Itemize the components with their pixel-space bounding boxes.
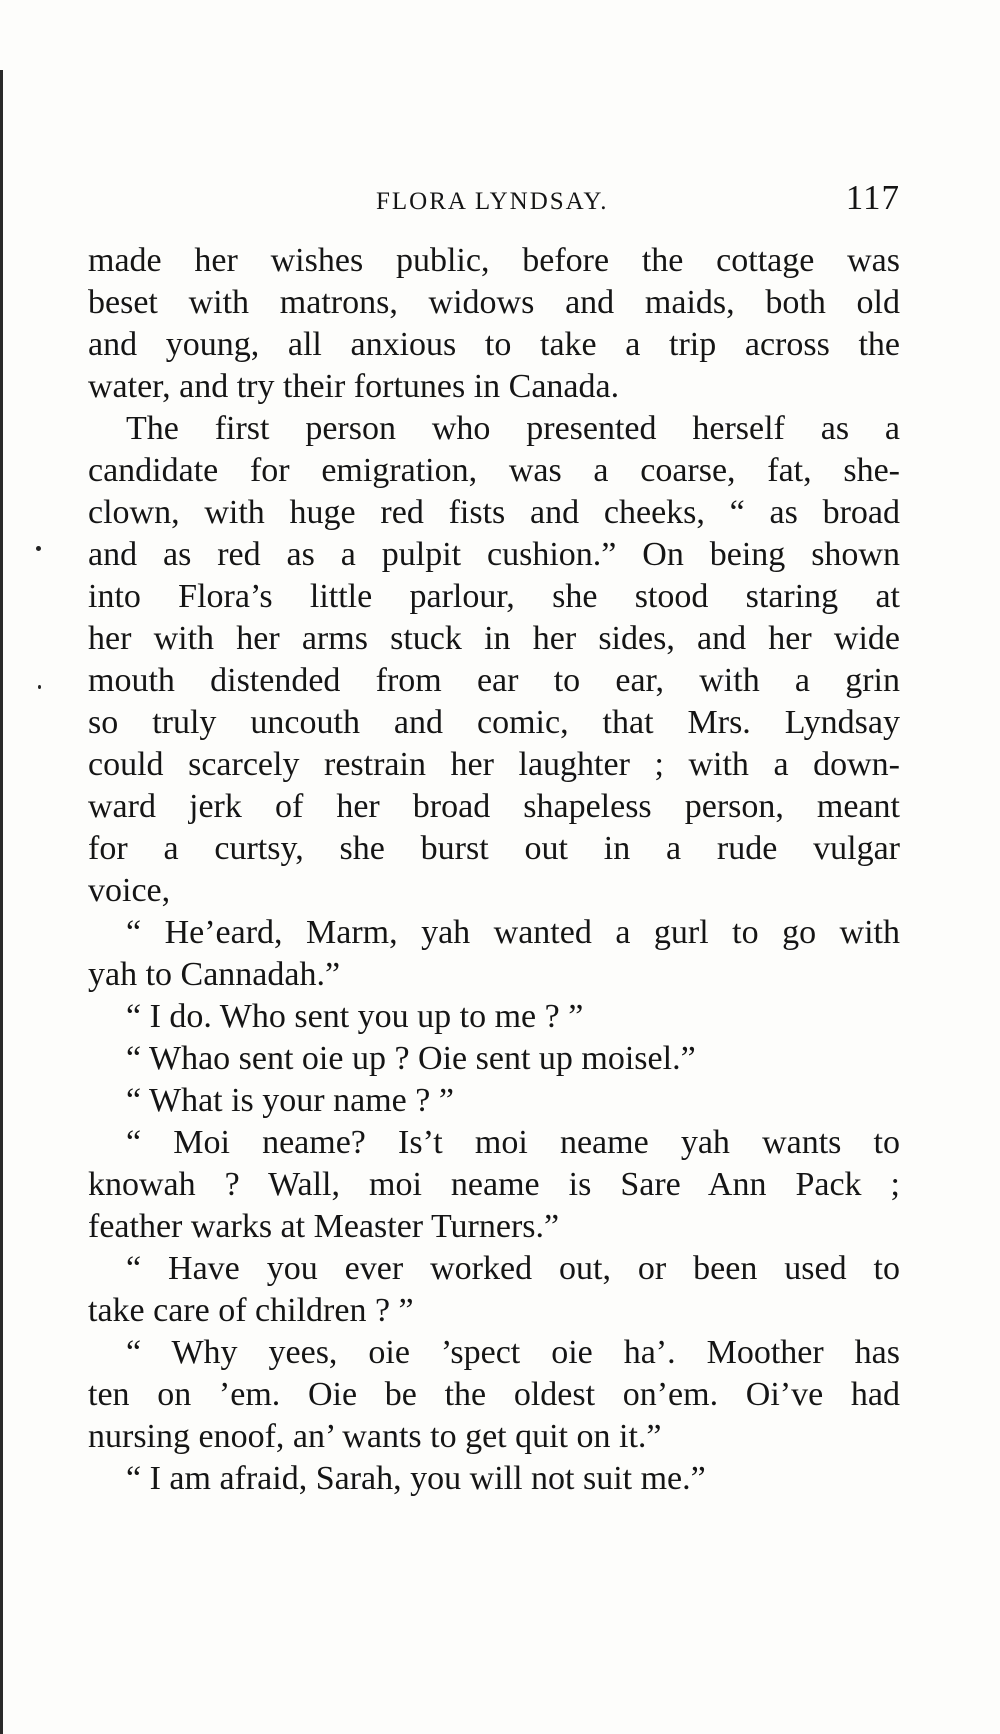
text-line: beset with matrons, widows and maids, both old — [88, 284, 900, 321]
paragraph — [88, 408, 900, 912]
text-line: ward jerk of her broad shapeless person, meant — [88, 788, 900, 825]
text-line: could scarcely restrain her laughter ; with a down- — [88, 746, 900, 783]
text-line: ten on ’em. Oie be the oldest on’em. Oi’ve had — [88, 1376, 900, 1413]
text-line: knowah ? Wall, moi neame is Sare Ann Pack ; — [88, 1166, 900, 1203]
text-line: “ What is your name ? ” — [126, 1082, 454, 1119]
text-line: “ Whao sent oie up ? Oie sent up moisel.” — [126, 1040, 696, 1077]
paragraph — [88, 1458, 900, 1500]
text-line: made her wishes public, before the cottage was — [88, 242, 900, 279]
body-text — [88, 240, 900, 1500]
text-line: yah to Cannadah.” — [88, 956, 341, 993]
paragraph — [88, 912, 900, 996]
text-line: nursing enoof, an’ wants to get quit on it.” — [88, 1418, 662, 1455]
text-line: candidate for emigration, was a coarse, fat, she- — [88, 452, 900, 489]
paragraph — [88, 996, 900, 1038]
text-line: “ Why yees, oie ’spect oie ha’. Moother has — [126, 1334, 900, 1371]
text-line: her with her arms stuck in her sides, and her wide — [88, 620, 900, 657]
text-line: “ I am afraid, Sarah, you will not suit me.” — [126, 1460, 706, 1497]
text-line: feather warks at Measter Turners.” — [88, 1208, 560, 1245]
text-line: “ Moi neame? Is’t moi neame yah wants to — [126, 1124, 900, 1161]
text-line: The first person who presented herself as a — [126, 410, 900, 447]
text-line: water, and try their fortunes in Canada. — [88, 368, 620, 405]
text-line: for a curtsy, she burst out in a rude vulgar — [88, 830, 900, 867]
text-line: clown, with huge red fists and cheeks, “ as broad — [88, 494, 900, 531]
page-number: 117 — [845, 178, 900, 217]
paragraph — [88, 1332, 900, 1458]
text-line: and young, all anxious to take a trip across the — [88, 326, 900, 363]
text-line: “ Have you ever worked out, or been used to — [126, 1250, 900, 1287]
text-line: “ I do. Who sent you up to me ? ” — [126, 998, 584, 1035]
text-line: voice, — [88, 872, 171, 909]
text-line: “ He’eard, Marm, yah wanted a gurl to go with — [126, 914, 900, 951]
text-line: mouth distended from ear to ear, with a grin — [88, 662, 900, 699]
running-head: FLORA LYNDSAY. — [376, 188, 609, 215]
paragraph — [88, 1122, 900, 1248]
paragraph — [88, 1038, 900, 1080]
paragraph — [88, 240, 900, 408]
text-line: into Flora’s little parlour, she stood staring at — [88, 578, 900, 615]
text-line: and as red as a pulpit cushion.” On being shown — [88, 536, 900, 573]
text-line: take care of children ? ” — [88, 1292, 414, 1329]
paragraph — [88, 1248, 900, 1332]
margin-speck — [38, 685, 41, 689]
page-edge-line — [0, 70, 3, 1734]
paragraph — [88, 1080, 900, 1122]
page-header — [88, 178, 900, 228]
text-line: so truly uncouth and comic, that Mrs. Lyndsay — [88, 704, 900, 741]
margin-speck — [36, 546, 41, 551]
